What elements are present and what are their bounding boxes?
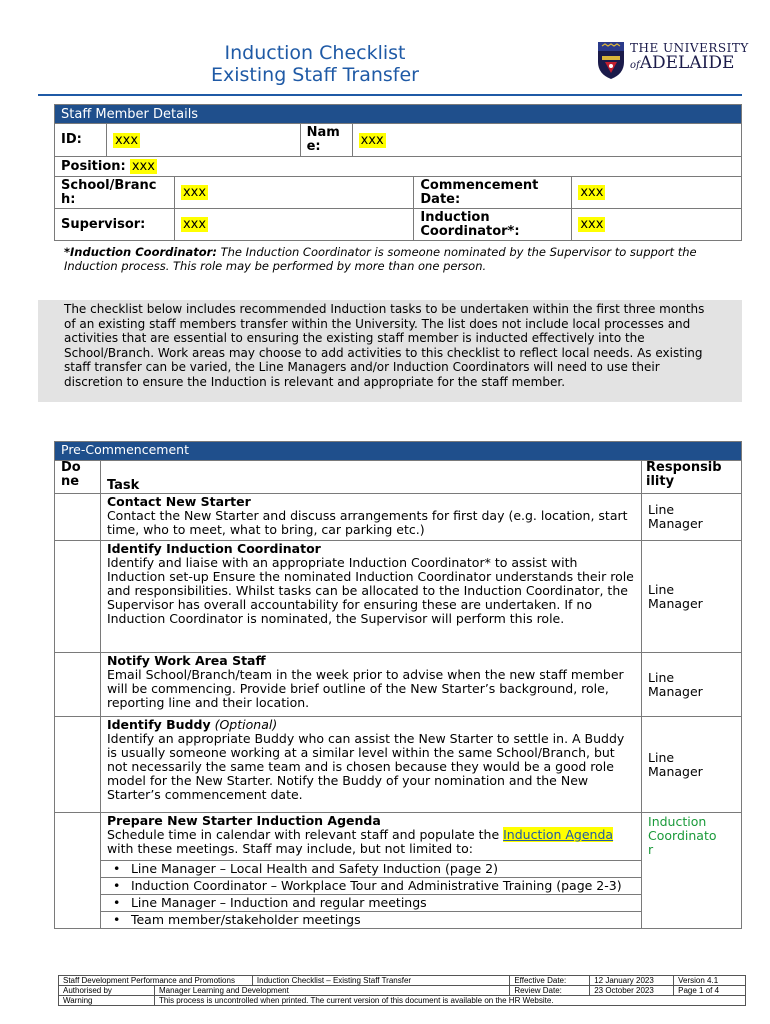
pre-commencement-heading: Pre-Commencement: [55, 442, 742, 461]
position-row[interactable]: [55, 157, 742, 177]
logo-of: of: [630, 60, 640, 71]
table-row: [55, 895, 742, 912]
pre-commencement-table: [54, 441, 742, 929]
task-name: Prepare New Starter Induction Agenda: [106, 813, 381, 828]
task-cell: [100, 717, 641, 813]
list-item: • Line Manager – Local Health and Safety Induction (page 2): [100, 861, 641, 878]
footer-effective-label: Effective Date:: [510, 976, 590, 986]
done-checkbox[interactable]: [55, 541, 101, 653]
task-cell: [100, 653, 641, 717]
list-item: • Team member/stakeholder meetings: [100, 912, 641, 929]
task-desc: [107, 828, 635, 856]
supervisor-value: xxx: [182, 217, 207, 232]
footer-warning-label: Warning: [59, 996, 155, 1006]
footer-authorised-by: Manager Learning and Development: [154, 986, 509, 996]
list-item: • Line Manager – Induction and regular meetings: [100, 895, 641, 912]
task-name: Identify Induction Coordinator: [106, 541, 321, 556]
resp-line-3: r: [648, 842, 654, 857]
coordinator-label-line-1: Induction: [420, 209, 490, 225]
resp-line-2: Manager: [648, 595, 703, 611]
task-desc: Identify and liaise with an appropriate Induction Coordinator* to assist with Induction set-up Ensure the nominated Induction Coordinator understands their role and responsibilities. Whilst tasks can be allocated to the Induction Coordinator, the Supervisor has overall accountability for ensuring these are undertaken. If no Induction Coordinator is nominated, the Supervisor will perform this role.: [106, 555, 634, 626]
supervisor-field[interactable]: [174, 209, 413, 241]
logo-text-line-2: [630, 53, 734, 73]
task-name-line: [107, 718, 635, 732]
staff-details-heading: Staff Member Details: [55, 105, 742, 124]
task-cell: [100, 494, 641, 541]
table-row: [55, 813, 742, 861]
footer-version: Version 4.1: [674, 976, 746, 986]
commencement-label: [414, 177, 572, 209]
task-name: Identify Buddy: [106, 717, 211, 732]
table-row: [55, 653, 742, 717]
task-desc-post: with these meetings. Staff may include, but not limited to:: [106, 841, 473, 856]
university-crest-icon: [596, 40, 626, 80]
university-logo: [596, 40, 756, 84]
task-desc: Contact the New Starter and discuss arrangements for first day (e.g. location, start time, who to meet, what to bring, car parking etc.): [106, 508, 628, 537]
task-cell: [100, 541, 641, 653]
induction-agenda-link[interactable]: Induction Agenda: [503, 827, 614, 842]
footer-review-date: 23 October 2023: [590, 986, 674, 996]
table-row: [55, 717, 742, 813]
footer-warning-text: This process is uncontrolled when printed. The current version of this document is available on the HR Website.: [154, 996, 745, 1006]
logo-adelaide: ADELAIDE: [639, 53, 735, 73]
resp-line-2: Manager: [648, 516, 703, 531]
name-label: [300, 124, 352, 157]
done-checkbox[interactable]: [55, 494, 101, 541]
done-checkbox[interactable]: [55, 717, 101, 813]
staff-details-table: [54, 104, 742, 241]
name-label-line-1: Nam: [306, 125, 340, 140]
done-checkbox[interactable]: [55, 653, 101, 717]
school-label-line-1: School/Branc: [61, 177, 157, 193]
resp-line-2: Manager: [648, 683, 703, 699]
coordinator-label-line-2: Coordinator*:: [420, 223, 520, 239]
resp-cell: [642, 541, 742, 653]
name-label-line-2: e:: [306, 139, 321, 154]
document-footer: [58, 975, 746, 1006]
position-value: xxx: [131, 159, 155, 174]
table-row: [55, 541, 742, 653]
resp-line-2: Coordinato: [648, 828, 717, 843]
footer-effective-date: 12 January 2023: [590, 976, 674, 986]
resp-line-1: Induction: [648, 814, 707, 829]
coordinator-label: [414, 209, 572, 241]
footer-authorised-label: Authorised by: [59, 986, 155, 996]
resp-cell: [642, 653, 742, 717]
commencement-label-line-2: Date:: [420, 191, 461, 207]
resp-cell: [642, 717, 742, 813]
task-desc: Identify an appropriate Buddy who can assist the New Starter to settle in. A Buddy is usually someone working at a similar level within the same School/Branch, but not necessarily the same team and is chosen because they would be a good role model for the New Starter. Notify the Buddy of your nomination and the New Starter’s commencement date.: [106, 731, 625, 802]
school-field[interactable]: [174, 177, 413, 209]
coordinator-note-bold: *Induction Coordinator:: [64, 245, 217, 259]
coordinator-note: [64, 245, 736, 273]
logo-text-line-1: THE UNIVERSITY: [630, 41, 749, 55]
col-resp-line-1: Responsib: [646, 460, 722, 475]
footer-page: Page 1 of 4: [674, 986, 746, 996]
school-label: [55, 177, 175, 209]
title-line-2: Existing Staff Transfer: [211, 64, 419, 86]
intro-text: The checklist below includes recommended Induction tasks to be undertaken within the first three months of an existing staff members transfer within the University. The list does not include local processes and activities that are essential to ensuring the existing staff member is inducted effectively into the School/Branch. Work areas may choose to add activities to this checklist to reflect local needs. As existing staff transfer can be varied, the Line Managers and/or Induction Coordinators will need to use their discretion to ensure the Induction is relevant and appropriate for the staff member.: [38, 300, 742, 402]
id-label: ID:: [55, 124, 107, 157]
resp-line-1: Line: [648, 749, 675, 765]
list-item: • Induction Coordinator – Workplace Tour and Administrative Training (page 2-3): [100, 878, 641, 895]
resp-line-2: Manager: [648, 763, 703, 779]
resp-line-1: Line: [648, 581, 675, 597]
commencement-value: xxx: [580, 185, 604, 200]
id-field[interactable]: [106, 124, 300, 157]
task-name: Contact New Starter: [106, 494, 251, 509]
supervisor-label: Supervisor:: [55, 209, 175, 241]
done-checkbox[interactable]: [55, 813, 101, 929]
coordinator-note-text: The Induction Coordinator is someone nominated by the Supervisor to support the Induction process. This role may be performed by more than one person.: [64, 245, 697, 273]
col-done-header: [55, 461, 101, 494]
col-resp-line-2: ility: [646, 474, 675, 489]
resp-line-1: Line: [648, 669, 675, 685]
task-cell: [100, 813, 641, 861]
document-header: [0, 0, 770, 100]
footer-review-label: Review Date:: [510, 986, 590, 996]
col-done-line-2: ne: [61, 474, 80, 489]
document-title: [140, 42, 490, 86]
commencement-label-line-1: Commencement: [420, 177, 539, 193]
name-field[interactable]: [352, 124, 741, 157]
task-name: Notify Work Area Staff: [106, 653, 266, 668]
school-value: xxx: [182, 185, 207, 200]
col-resp-header: [642, 461, 742, 494]
task-name-suffix: (Optional): [214, 717, 278, 732]
coordinator-field[interactable]: [572, 209, 742, 241]
school-label-line-2: h:: [61, 191, 76, 207]
task-desc: Email School/Branch/team in the week prior to advise when the new staff member will be commencing. Provide brief outline of the New Starter’s background, role, reporting line and their location.: [106, 667, 624, 710]
table-row: [55, 912, 742, 929]
table-row: [55, 494, 742, 541]
name-value: xxx: [360, 132, 384, 148]
task-desc-pre: Schedule time in calendar with relevant staff and populate the: [106, 827, 504, 842]
coordinator-value: xxx: [580, 217, 604, 232]
col-task-header: Task: [100, 461, 641, 494]
footer-doc-title: Induction Checklist – Existing Staff Transfer: [252, 976, 509, 986]
footer-department: Staff Development Performance and Promotions: [59, 976, 253, 986]
resp-line-1: Line: [648, 502, 675, 517]
resp-cell: [642, 813, 742, 929]
position-label: Position:: [61, 159, 126, 174]
col-done-line-1: Do: [61, 460, 81, 475]
header-rule: [38, 94, 742, 96]
resp-cell: [642, 494, 742, 541]
id-value: xxx: [114, 132, 139, 148]
table-row: [55, 878, 742, 895]
commencement-field[interactable]: [572, 177, 742, 209]
title-line-1: Induction Checklist: [224, 42, 406, 64]
table-row: [55, 861, 742, 878]
